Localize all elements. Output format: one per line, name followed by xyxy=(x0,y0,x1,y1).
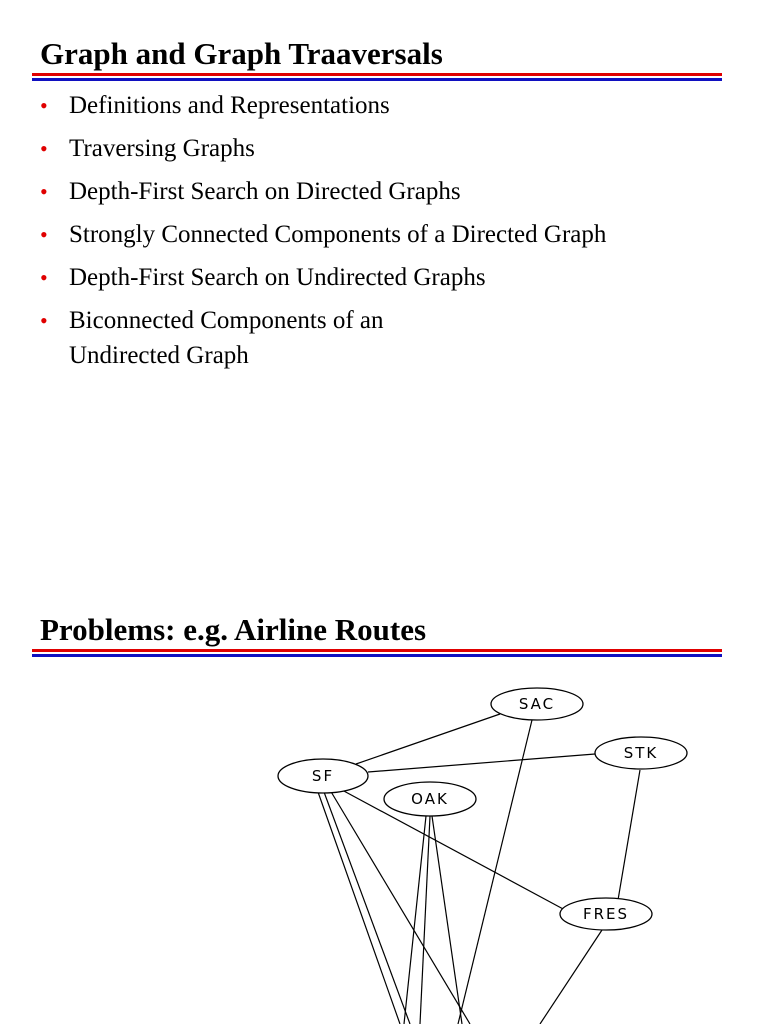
node-label-sf: SF xyxy=(311,767,335,785)
bullet-text: Strongly Connected Components of a Directed Graph xyxy=(69,221,607,248)
bullet-item xyxy=(40,174,740,209)
node-stk xyxy=(595,737,687,769)
bullet-item xyxy=(40,131,740,166)
bullet-item xyxy=(40,260,740,295)
bullet-item xyxy=(40,303,740,373)
edge-fres-down xyxy=(540,930,602,1024)
node-label-fres: FRES xyxy=(582,905,630,923)
node-oak xyxy=(384,782,476,816)
node-sf xyxy=(278,759,368,793)
bullet-text: Definitions and Representations xyxy=(69,92,390,119)
edge-sf-stk xyxy=(368,754,595,772)
airline-route-graph xyxy=(0,600,768,1024)
bullet-icon: • xyxy=(40,308,48,333)
edge-sf-down-1 xyxy=(318,792,400,1024)
slide-title: Problems: e.g. Airline Routes xyxy=(40,612,427,647)
node-sac xyxy=(491,688,583,720)
slide-title: Graph and Graph Traaversals xyxy=(40,36,443,71)
edge-sf-down-2 xyxy=(324,792,410,1024)
graph-nodes xyxy=(278,688,687,930)
edge-sf-sac xyxy=(356,714,500,764)
bullet-item xyxy=(40,88,740,123)
bullet-list xyxy=(40,88,740,381)
title-underline xyxy=(32,73,722,81)
edge-oak-down-3 xyxy=(432,816,462,1024)
edge-stk-fres xyxy=(618,770,640,900)
bullet-icon: • xyxy=(40,179,48,204)
node-label-stk: STK xyxy=(623,744,659,762)
edge-oak-down-2 xyxy=(420,816,430,1024)
bullet-text: Depth-First Search on Undirected Graphs xyxy=(69,264,486,291)
graph-edges xyxy=(318,714,640,1024)
bullet-text: Traversing Graphs xyxy=(69,135,255,162)
slide-2 xyxy=(0,600,768,1024)
bullet-icon: • xyxy=(40,265,48,290)
node-label-oak: OAK xyxy=(411,790,449,808)
node-label-sac: SAC xyxy=(518,695,556,713)
edge-sf-down-3 xyxy=(330,790,470,1024)
bullet-text: Depth-First Search on Directed Graphs xyxy=(69,178,461,205)
bullet-text: Biconnected Components of an Undirected Graph xyxy=(69,307,384,369)
bullet-item xyxy=(40,217,740,252)
node-fres xyxy=(560,898,652,930)
bullet-icon: • xyxy=(40,93,48,118)
bullet-icon: • xyxy=(40,222,48,247)
bullet-icon: • xyxy=(40,136,48,161)
